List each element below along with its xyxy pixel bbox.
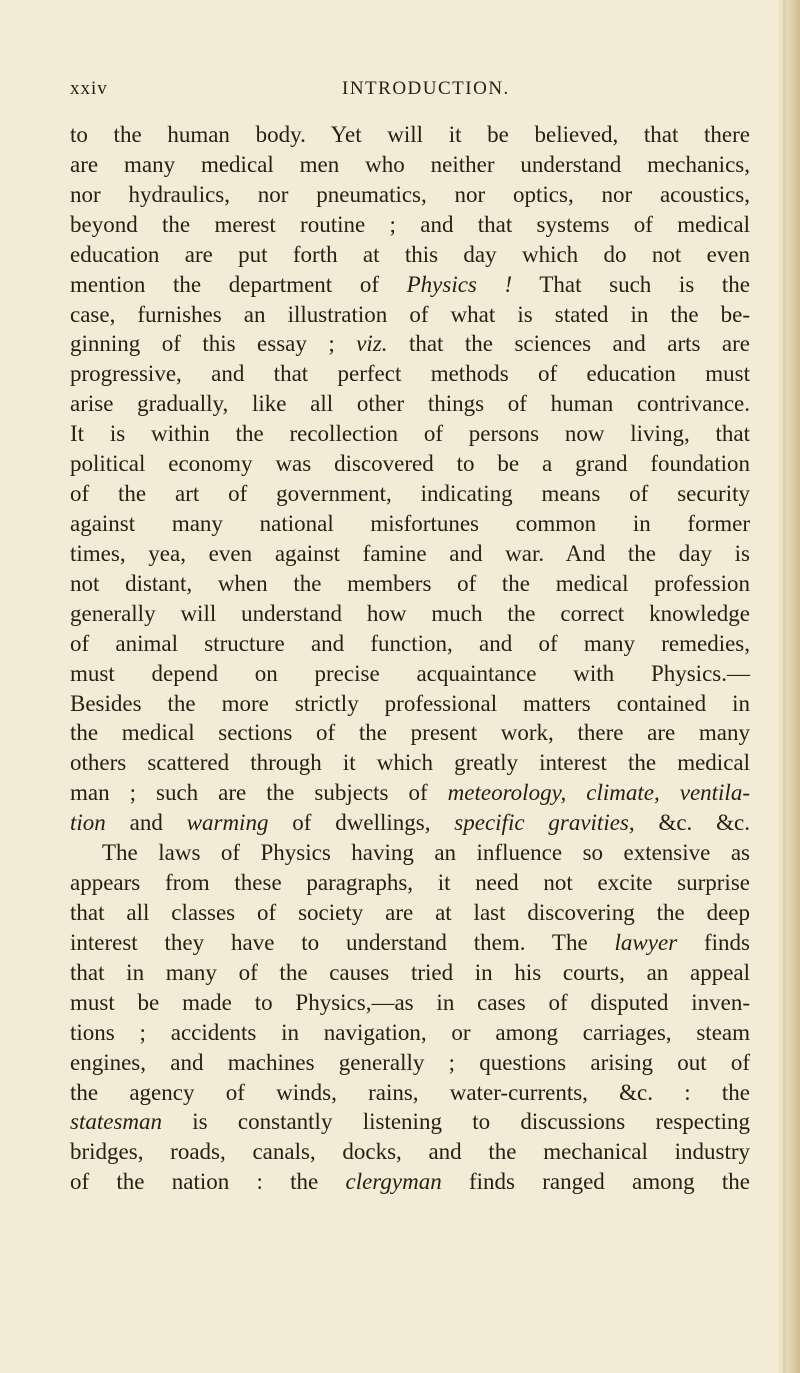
text-line: [70, 419, 750, 449]
italic-text: warming: [186, 810, 269, 836]
text-run: That such is the: [512, 271, 750, 297]
text-line: [70, 120, 750, 150]
text-line: [70, 599, 750, 629]
text-line: [70, 898, 750, 928]
text-line: [70, 988, 750, 1018]
text-run: that in many of the causes tried in his courts, an appeal: [70, 959, 750, 985]
text-line: [70, 329, 750, 359]
text-line: [70, 1048, 750, 1078]
text-run: must be made to Physics,—as in cases of disputed inven-: [70, 989, 750, 1015]
text-run: to the human body. Yet will it be believed, that there: [70, 122, 750, 147]
body-text: [70, 120, 750, 1197]
text-line: [70, 569, 750, 599]
text-run: finds: [677, 929, 751, 955]
text-line: [70, 180, 750, 210]
italic-text: clergyman: [345, 1169, 442, 1195]
text-line: [70, 539, 750, 569]
text-line: [70, 270, 750, 300]
text-run: The laws of Physics having an influence so extensive as: [102, 840, 750, 866]
text-run: that all classes of society are at last discovering the deep: [70, 899, 750, 925]
text-run: and: [105, 810, 187, 836]
text-run: of the art of government, indicating means of security: [70, 481, 750, 507]
text-run: case, furnishes an illustration of what is stated in the be-: [70, 301, 750, 327]
text-line: [70, 150, 750, 180]
text-run: mention the department of: [70, 271, 407, 297]
text-line: [70, 838, 750, 868]
italic-text: specific gravities,: [454, 810, 635, 836]
text-line: [70, 210, 750, 240]
text-line: [70, 1167, 750, 1197]
text-run: that the sciences and arts are: [387, 331, 750, 357]
text-run: man ; such are the subjects of: [70, 780, 448, 806]
text-run: others scattered through it which greatly interest the medical: [70, 750, 750, 776]
text-run: ginning of this essay ;: [70, 331, 357, 357]
text-run: of the nation : the: [70, 1169, 346, 1195]
text-line: [70, 928, 750, 958]
text-run: education are put forth at this day which do not even: [70, 241, 750, 267]
text-run: progressive, and that perfect methods of education must: [70, 361, 750, 387]
text-line: [70, 509, 750, 539]
text-run: It is within the recollection of persons now living, that: [70, 421, 750, 447]
text-line: [70, 718, 750, 748]
text-run: are many medical men who neither understand mechanics,: [70, 151, 750, 177]
text-line: [70, 1078, 750, 1108]
running-head: [70, 78, 750, 108]
page-edge: [778, 0, 800, 1373]
text-run: &c. &c.: [634, 810, 750, 836]
text-line: [70, 689, 750, 719]
text-run: of dwellings,: [268, 810, 455, 836]
text-run: of animal structure and function, and of many remedies,: [70, 630, 750, 656]
text-line: [70, 1137, 750, 1167]
page-edge-shadow: [783, 0, 786, 1373]
text-line: [70, 1107, 750, 1137]
text-run: engines, and machines generally ; questions arising out of: [70, 1049, 750, 1075]
text-line: [70, 449, 750, 479]
italic-text: tion: [70, 810, 106, 836]
text-line: [70, 868, 750, 898]
text-run: bridges, roads, canals, docks, and the mechanical industry: [70, 1139, 750, 1165]
text-run: beyond the merest routine ; and that systems of medical: [70, 211, 750, 237]
text-line: [70, 808, 750, 838]
text-run: is constantly listening to discussions respecting: [162, 1109, 750, 1135]
text-line: [70, 300, 750, 330]
text-run: tions ; accidents in navigation, or among carriages, steam: [70, 1019, 750, 1045]
text-run: the medical sections of the present work, there are many: [70, 720, 750, 746]
italic-text: Physics !: [406, 271, 513, 297]
text-line: [70, 240, 750, 270]
page-number: xxiv: [70, 78, 108, 99]
italic-text: statesman: [70, 1109, 162, 1135]
text-line: [70, 389, 750, 419]
italic-text: meteorology, climate, ventila-: [447, 780, 750, 806]
running-title: INTRODUCTION.: [342, 78, 510, 99]
text-run: finds ranged among the: [441, 1169, 750, 1195]
text-line: [70, 479, 750, 509]
text-run: arise gradually, like all other things of human contrivance.: [70, 391, 750, 417]
text-run: appears from these paragraphs, it need not excite surprise: [70, 870, 750, 896]
text-run: political economy was discovered to be a grand foundation: [70, 451, 750, 477]
text-line: [70, 778, 750, 808]
text-run: not distant, when the members of the medical profession: [70, 570, 750, 596]
text-line: [70, 629, 750, 659]
text-run: must depend on precise acquaintance with Physics.—: [70, 660, 750, 686]
text-run: times, yea, even against famine and war. And the day is: [70, 540, 750, 566]
italic-text: lawyer: [614, 929, 678, 955]
text-run: nor hydraulics, nor pneumatics, nor optics, nor acoustics,: [70, 181, 750, 207]
text-line: [70, 1018, 750, 1048]
text-run: interest they have to understand them. The: [70, 929, 615, 955]
text-run: generally will understand how much the correct knowledge: [70, 600, 750, 626]
italic-text: viz.: [356, 331, 388, 357]
text-run: against many national misfortunes common in former: [70, 510, 750, 536]
text-line: [70, 958, 750, 988]
text-line: [70, 748, 750, 778]
text-run: the agency of winds, rains, water-currents, &c. : the: [70, 1079, 750, 1105]
text-line: [70, 359, 750, 389]
text-line: [70, 659, 750, 689]
text-run: Besides the more strictly professional matters contained in: [70, 690, 750, 716]
